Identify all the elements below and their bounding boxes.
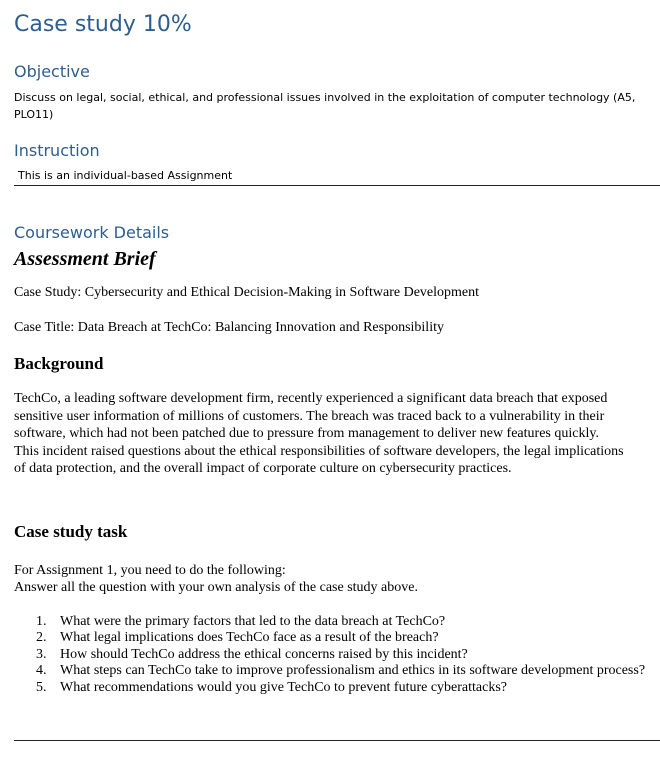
question-number: 4. xyxy=(36,663,47,679)
list-item xyxy=(14,630,654,646)
question-number: 2. xyxy=(36,630,47,646)
background-heading: Background xyxy=(14,354,104,373)
list-item xyxy=(14,614,654,630)
objective-heading: Objective xyxy=(14,62,90,81)
list-item xyxy=(14,647,654,663)
question-text: What recommendations would you give TechCo to prevent future cyberattacks? xyxy=(60,679,508,695)
question-list xyxy=(14,614,654,696)
background-line: sensitive user information of millions of customers. The breach was traced back to a vulnerability in their xyxy=(14,408,605,424)
list-item xyxy=(14,680,654,696)
background-paragraph xyxy=(14,390,660,478)
background-line: of data protection, and the overall impact of corporate culture on cybersecurity practices. xyxy=(14,461,512,476)
background-line: TechCo, a leading software development firm, recently experienced a significant data breach that exposed xyxy=(14,391,608,406)
footer-divider xyxy=(14,740,660,741)
task-intro-line: For Assignment 1, you need to do the following: xyxy=(14,563,286,578)
question-text: What were the primary factors that led to the data breach at TechCo? xyxy=(60,614,446,629)
question-number: 3. xyxy=(36,646,47,662)
case-title-line: Case Title: Data Breach at TechCo: Balancing Innovation and Responsibility xyxy=(14,320,444,335)
question-number: 1. xyxy=(36,614,47,629)
objective-text: Discuss on legal, social, ethical, and professional issues involved in the exploitation of computer technology (A5, PLO11) xyxy=(14,91,636,121)
question-text: How should TechCo address the ethical concerns raised by this incident? xyxy=(60,646,468,662)
task-heading: Case study task xyxy=(14,522,128,541)
background-line: software, which had not been patched due to pressure from management to deliver new features quickly. xyxy=(14,426,599,441)
question-text: What steps can TechCo take to improve professionalism and ethics in its software development process? xyxy=(60,663,646,679)
page-title: Case study 10% xyxy=(14,12,192,37)
instruction-heading: Instruction xyxy=(14,141,100,160)
instruction-divider xyxy=(14,185,660,186)
background-line: This incident raised questions about the ethical responsibilities of software developers, the legal implications xyxy=(14,443,624,459)
case-study-line: Case Study: Cybersecurity and Ethical Decision-Making in Software Development xyxy=(14,285,480,300)
coursework-heading: Coursework Details xyxy=(14,223,170,242)
assessment-brief-title: Assessment Brief xyxy=(14,248,156,270)
question-number: 5. xyxy=(36,679,47,695)
list-item xyxy=(14,663,654,679)
question-text: What legal implications does TechCo face as a result of the breach? xyxy=(60,630,439,646)
task-intro-line: Answer all the question with your own analysis of the case study above. xyxy=(14,580,418,595)
task-intro xyxy=(14,562,418,596)
instruction-text: This is an individual-based Assignment xyxy=(18,169,233,182)
